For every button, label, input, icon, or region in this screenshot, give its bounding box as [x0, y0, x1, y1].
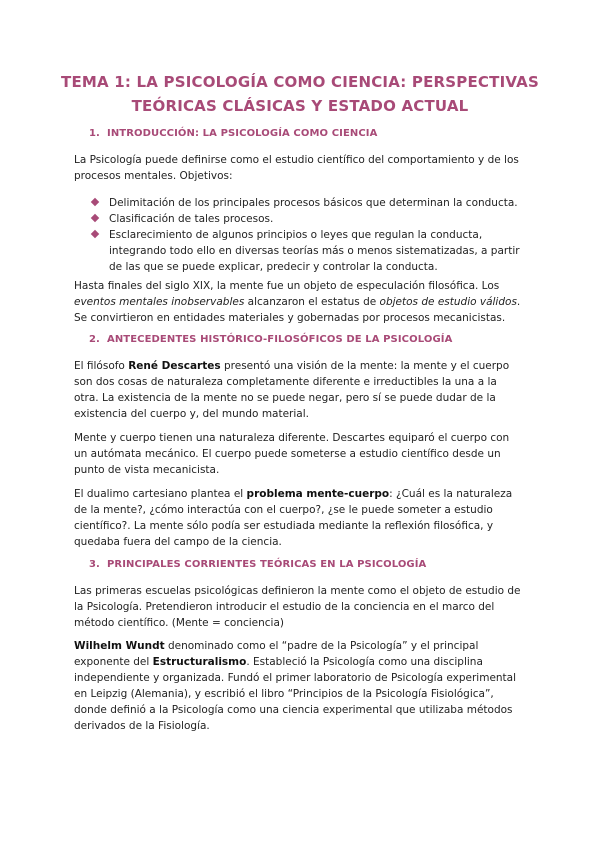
section-3-paragraph-2: [74, 638, 524, 734]
section-1-title: INTRODUCCIÓN: LA PSICOLOGÍA COMO CIENCIA: [107, 128, 378, 139]
list-item-text: Esclarecimiento de algunos principios o leyes que regulan la conducta, integrando todo ello en diversas teorías más o menos sistematizadas, a partir de las que se puede explicar, predecir y controlar la conducta.: [109, 229, 520, 273]
section-1-paragraph-2: [74, 278, 524, 326]
bold-term: René Descartes: [128, 360, 221, 372]
bold-term: Wilhelm Wundt: [74, 640, 165, 652]
list-item-text: Clasificación de tales procesos.: [109, 213, 274, 225]
text-run: : ¿Cuál es la naturaleza de la mente?, ¿cómo interactúa con el cuerpo?, ¿se le puede someter a estudio científico?. La mente sólo podía ser estudiada mediante la reflexión filosófica, y quedaba fuera del campo de la ciencia.: [74, 488, 513, 548]
title-line-1: TEMA 1: LA PSICOLOGÍA COMO CIENCIA: PERSPECTIVAS: [61, 73, 539, 91]
list-item: [92, 211, 522, 227]
text-run: alcanzaron el estatus de: [244, 296, 380, 308]
section-2-heading: [89, 334, 452, 345]
bold-term: problema mente-cuerpo: [246, 488, 390, 500]
section-2-number: 2.: [89, 334, 100, 345]
section-2-title: ANTECEDENTES HISTÓRICO-FILOSÓFICOS DE LA PSICOLOGÍA: [107, 334, 453, 345]
list-item-text: Delimitación de los principales procesos básicos que determinan la conducta.: [109, 197, 518, 209]
text-run: El filósofo: [74, 360, 129, 372]
text-run: . Se convirtieron en entidades materiales y gobernadas por procesos mecanicistas.: [74, 296, 521, 324]
italic-term: eventos mentales inobservables: [74, 296, 245, 308]
bold-term: Estructuralismo: [152, 656, 247, 668]
diamond-bullet-icon: [91, 198, 99, 206]
text-run: denominado como el “padre de la Psicología” y el principal exponente del: [74, 640, 479, 668]
diamond-bullet-icon: [91, 214, 99, 222]
section-3-number: 3.: [89, 559, 100, 570]
diamond-bullet-icon: [91, 230, 99, 238]
title-line-2: TEÓRICAS CLÁSICAS Y ESTADO ACTUAL: [131, 97, 469, 115]
section-1-intro: La Psicología puede definirse como el estudio científico del comportamiento y de los procesos mentales. Objetivos:: [74, 154, 519, 182]
italic-term: objetos de estudio válidos: [379, 296, 517, 308]
text-run: El dualimo cartesiano plantea el: [74, 488, 247, 500]
page-title: [60, 70, 540, 118]
text-run: . Estableció la Psicología como una disciplina independiente y organizada. Fundó el primer laboratorio de Psicología experimental en Leipzig (Alemania), y escribió el libro “Principios de la Psicología Fisiológica”, donde definió a la Psicología como una ciencia experimental que utilizaba métodos derivados de la Fisiología.: [74, 656, 517, 732]
section-2-paragraph-1: [74, 358, 524, 422]
section-3-paragraph-1: Las primeras escuelas psicológicas definieron la mente como el objeto de estudio de la Psicología. Pretendieron introducir el estudio de la conciencia en el marco del método científico. (Mente = conciencia): [74, 585, 521, 629]
list-item: [92, 195, 522, 211]
text-run: presentó una visión de la mente: la mente y el cuerpo son dos cosas de naturaleza completamente diferente e irreductibles la una a la otra. La existencia de la mente no se puede negar, pero sí se puede dudar de la existencia del cuerpo y, del mundo material.: [74, 360, 510, 420]
section-2-paragraph-3: [74, 486, 524, 550]
section-3-title: PRINCIPALES CORRIENTES TEÓRICAS EN LA PSICOLOGÍA: [107, 559, 427, 570]
section-1-heading: [89, 128, 377, 139]
text-run: Hasta finales del siglo XIX, la mente fue un objeto de especulación filosófica. Los: [74, 280, 500, 292]
objectives-list: [92, 195, 522, 275]
section-1-number: 1.: [89, 128, 100, 139]
section-3-heading: [89, 559, 426, 570]
section-2-paragraph-2: Mente y cuerpo tienen una naturaleza diferente. Descartes equiparó el cuerpo con un autómata mecánico. El cuerpo puede someterse a estudio científico desde un punto de vista mecanicista.: [74, 432, 510, 476]
list-item: [92, 227, 522, 275]
